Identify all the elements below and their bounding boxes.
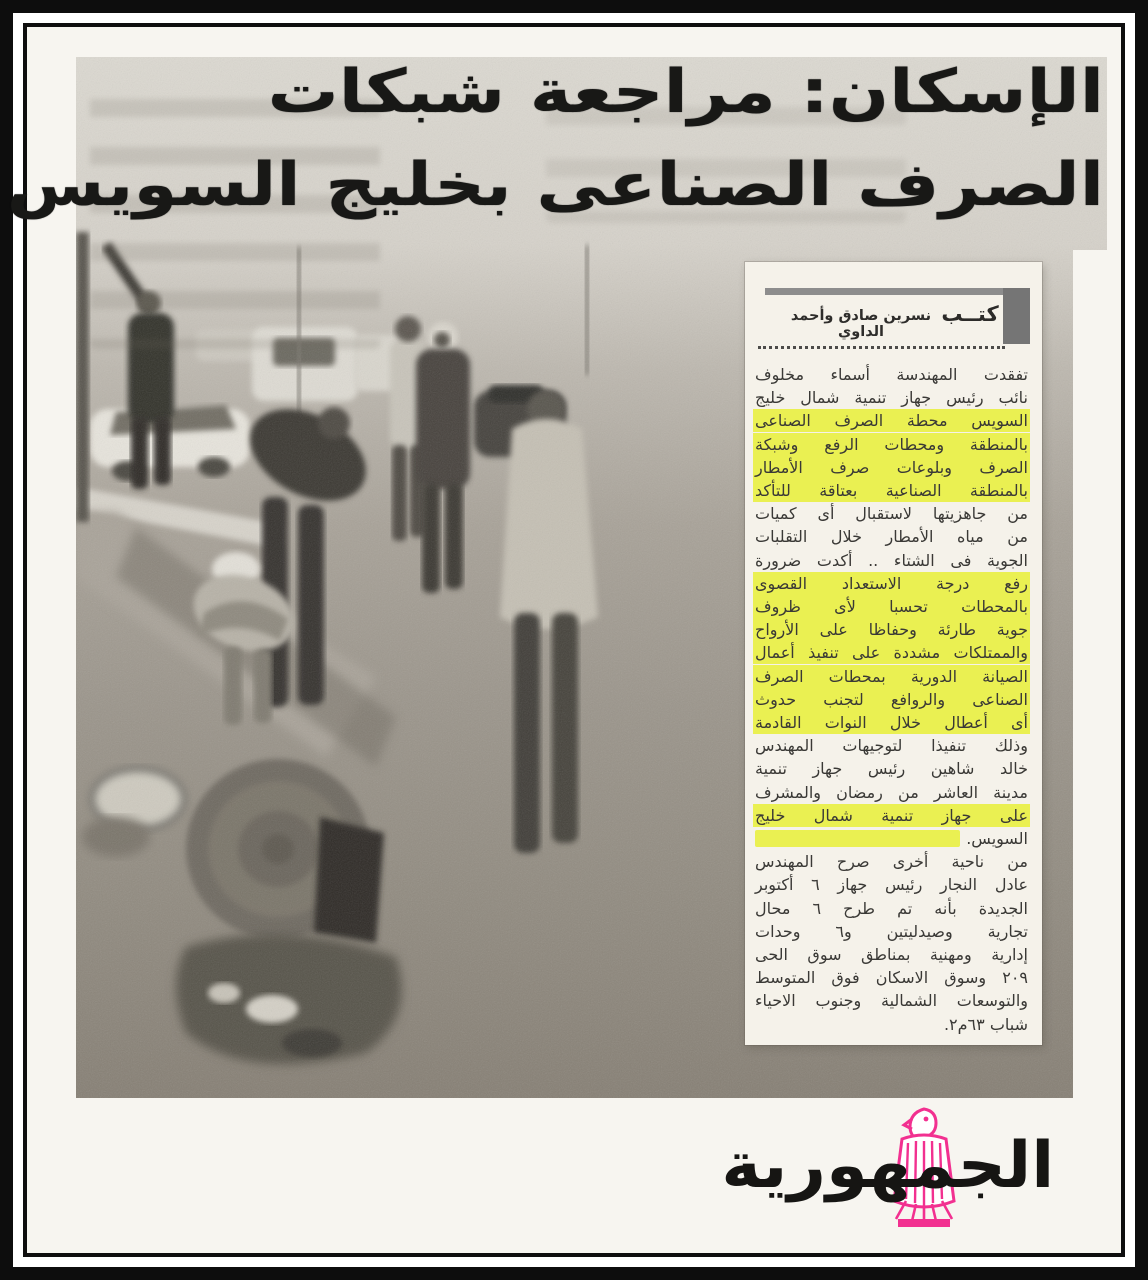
newspaper-name: الجمهورية <box>721 1129 1055 1203</box>
article-line: بالمحطات تحسبا لأى ظروف <box>755 597 1028 617</box>
article-line: من جاهزيتها لاستقبال أى كميات <box>755 504 1028 524</box>
newspaper-logo <box>721 1103 1055 1231</box>
byline-rule-corner <box>1003 288 1030 344</box>
article-line: والممتلكات مشددة على تنفيذ أعمال <box>755 643 1028 663</box>
article-line: بالمنطقة الصناعية بعتاقة للتأكد <box>755 481 1028 501</box>
article-line: بالمنطقة ومحطات الرفع وشبكة <box>755 434 1028 454</box>
byline-dotted-rule <box>758 346 1005 349</box>
headline-line1: الإسكان: مراجعة شبكات <box>267 57 1105 127</box>
article-line: تجارية وصيدليتين و٦ وحدات <box>755 921 1029 941</box>
article-line: خالد شاهين رئيس جهاز تنمية <box>755 759 1028 779</box>
byline-authors: نسرين صادق وأحمد الداوي <box>790 308 932 340</box>
article-line: الصناعى والروافع لتجنب حدوث <box>755 689 1028 709</box>
article-line: وذلك تنفيذا لتوجيهات المهندس <box>755 736 1028 756</box>
headline <box>0 46 1104 232</box>
article-line: على جهاز تنمية شمال خليج <box>755 805 1028 825</box>
highlight-stroke <box>755 830 960 847</box>
article-line: الصرف وبلوعات صرف الأمطار <box>755 457 1028 477</box>
article-line: السويس محطة الصرف الصناعى <box>755 411 1028 431</box>
article-line: الجديدة بأنه تم طرح ٦ محال <box>755 898 1029 918</box>
article-line: أى أعطال خلال النوات القادمة <box>755 713 1028 733</box>
article-line: السويس. <box>755 827 1028 850</box>
article-line: مدينة العاشر من رمضان والمشرف <box>755 782 1028 802</box>
page-margin <box>1073 250 1107 1098</box>
article-line: من مياه الأمطار خلال التقلبات <box>755 527 1028 547</box>
article-line: والتوسعات الشمالية وجنوب الاحياء <box>755 991 1028 1011</box>
article-line: رفع درجة الاستعداد القصوى <box>755 573 1028 593</box>
headline-line2: الصرف الصناعى بخليج السويس <box>6 150 1105 220</box>
article-line: ٢٠٩ وسوق الاسكان فوق المتوسط <box>755 968 1028 988</box>
article-line: جوية طارئة وحفاظا على الأرواح <box>755 620 1028 640</box>
article-column <box>745 262 1042 1045</box>
article-line: الجوية فى الشتاء .. أكدت ضرورة <box>755 550 1028 570</box>
article-body <box>755 363 1028 1036</box>
byline-label: كتــب <box>941 302 999 326</box>
article-line: عادل النجار رئيس جهاز ٦ أكتوبر <box>755 875 1028 895</box>
byline-rule <box>765 288 1030 295</box>
article-line: نائب رئيس جهاز تنمية شمال خليج <box>755 388 1028 408</box>
article-line: إدارية ومهنية بمناطق سوق الحى <box>755 945 1028 965</box>
article-line: من ناحية أخرى صرح المهندس <box>755 852 1028 872</box>
article-line: تفقدت المهندسة أسماء مخلوف <box>755 365 1028 384</box>
article-line: الصيانة الدورية بمحطات الصرف <box>755 666 1028 686</box>
article-line: شباب ٦٣م٢. <box>943 1014 1028 1034</box>
